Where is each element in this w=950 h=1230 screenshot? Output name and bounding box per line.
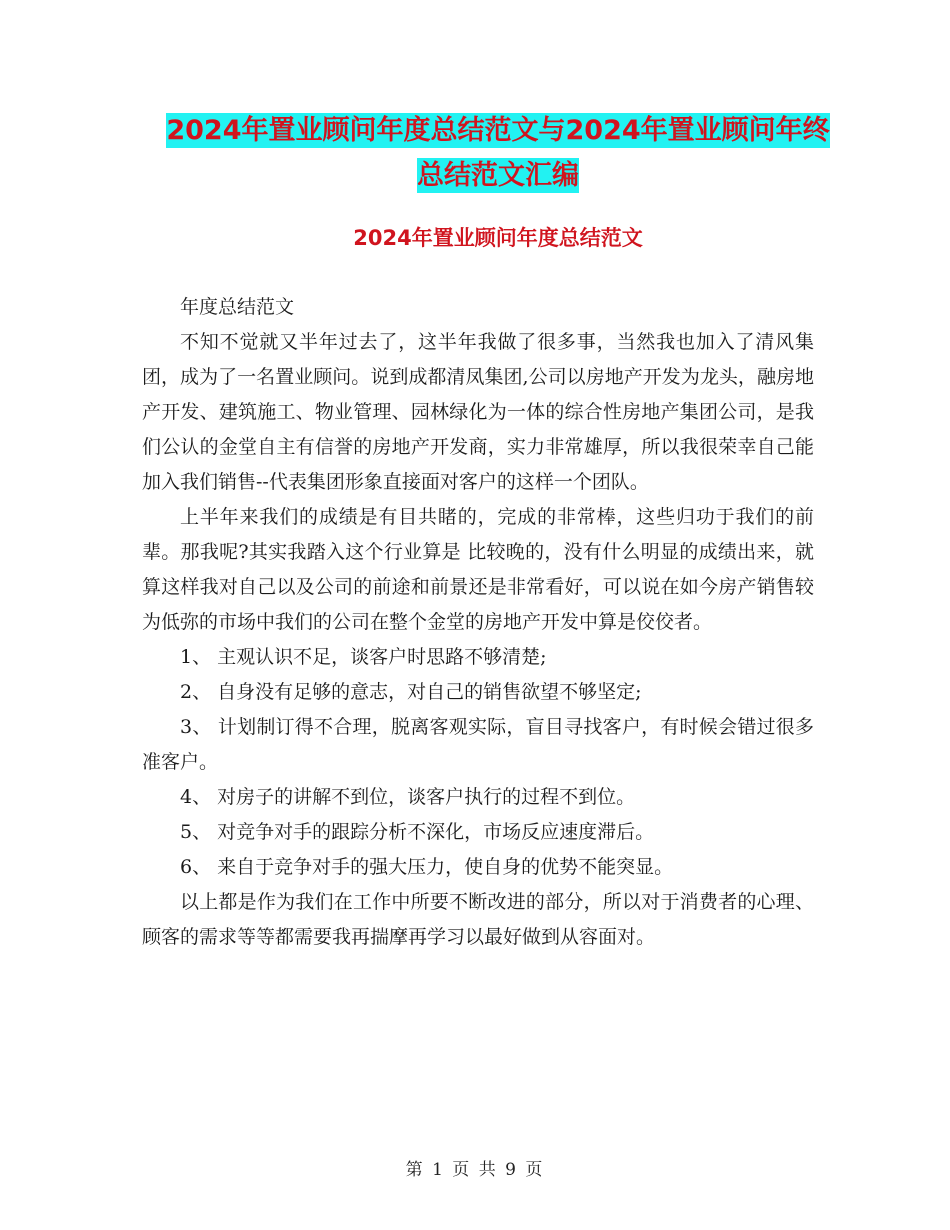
paragraph: 以上都是作为我们在工作中所要不断改进的部分，所以对于消费者的心理、顾客的需求等等都需要我再揣摩再学习以最好做到从容面对。 — [142, 891, 814, 948]
list-item: 2、 自身没有足够的意志，对自己的销售欲望不够坚定; — [180, 681, 642, 703]
list-item: 5、 对竞争对手的跟踪分析不深化，市场反应速度滞后。 — [180, 821, 655, 843]
section-title: 2024年置业顾问年度总结范文 — [353, 226, 643, 250]
list-item: 3、 计划制订得不合理，脱离客观实际，盲目寻找客户，有时候会错过很多准客户。 — [142, 716, 814, 773]
title-line-1: 2024年置业顾问年度总结范文与2024年置业顾问年终 — [166, 115, 830, 146]
list-item: 6、 来自于竞争对手的强大压力，使自身的优势不能突显。 — [180, 856, 674, 878]
paragraph: 上半年来我们的成绩是有目共睹的，完成的非常棒，这些归功于我们的前辈。那我呢?其实我踏入这个行业算是 比较晚的，没有什么明显的成绩出来，就算这样我对自己以及公司的前途和前景还是非常看好，可以说在如今房产销售较为低弥的市场中我们的公司在整个金堂的房地产开发中算是佼佼者。 — [142, 506, 814, 633]
paragraph: 不知不觉就又半年过去了，这半年我做了很多事，当然我也加入了清风集团，成为了一名置业顾问。说到成都清凤集团,公司以房地产开发为龙头，融房地产开发、建筑施工、物业管理、园林绿化为一体的综合性房地产集团公司，是我们公认的金堂自主有信誉的房地产开发商，实力非常雄厚，所以我很荣幸自己能加入我们销售--代表集团形象直接面对客户的这样一个团队。 — [142, 331, 814, 493]
title-line-2: 总结范文汇编 — [417, 160, 579, 191]
list-item: 4、 对房子的讲解不到位，谈客户执行的过程不到位。 — [180, 786, 636, 808]
document-body — [142, 290, 814, 955]
paragraph: 年度总结范文 — [180, 296, 295, 318]
page-footer: 第 1 页 共 9 页 — [405, 1160, 545, 1180]
document-title — [140, 108, 856, 198]
list-item: 1、 主观认识不足，谈客户时思路不够清楚; — [180, 646, 547, 668]
